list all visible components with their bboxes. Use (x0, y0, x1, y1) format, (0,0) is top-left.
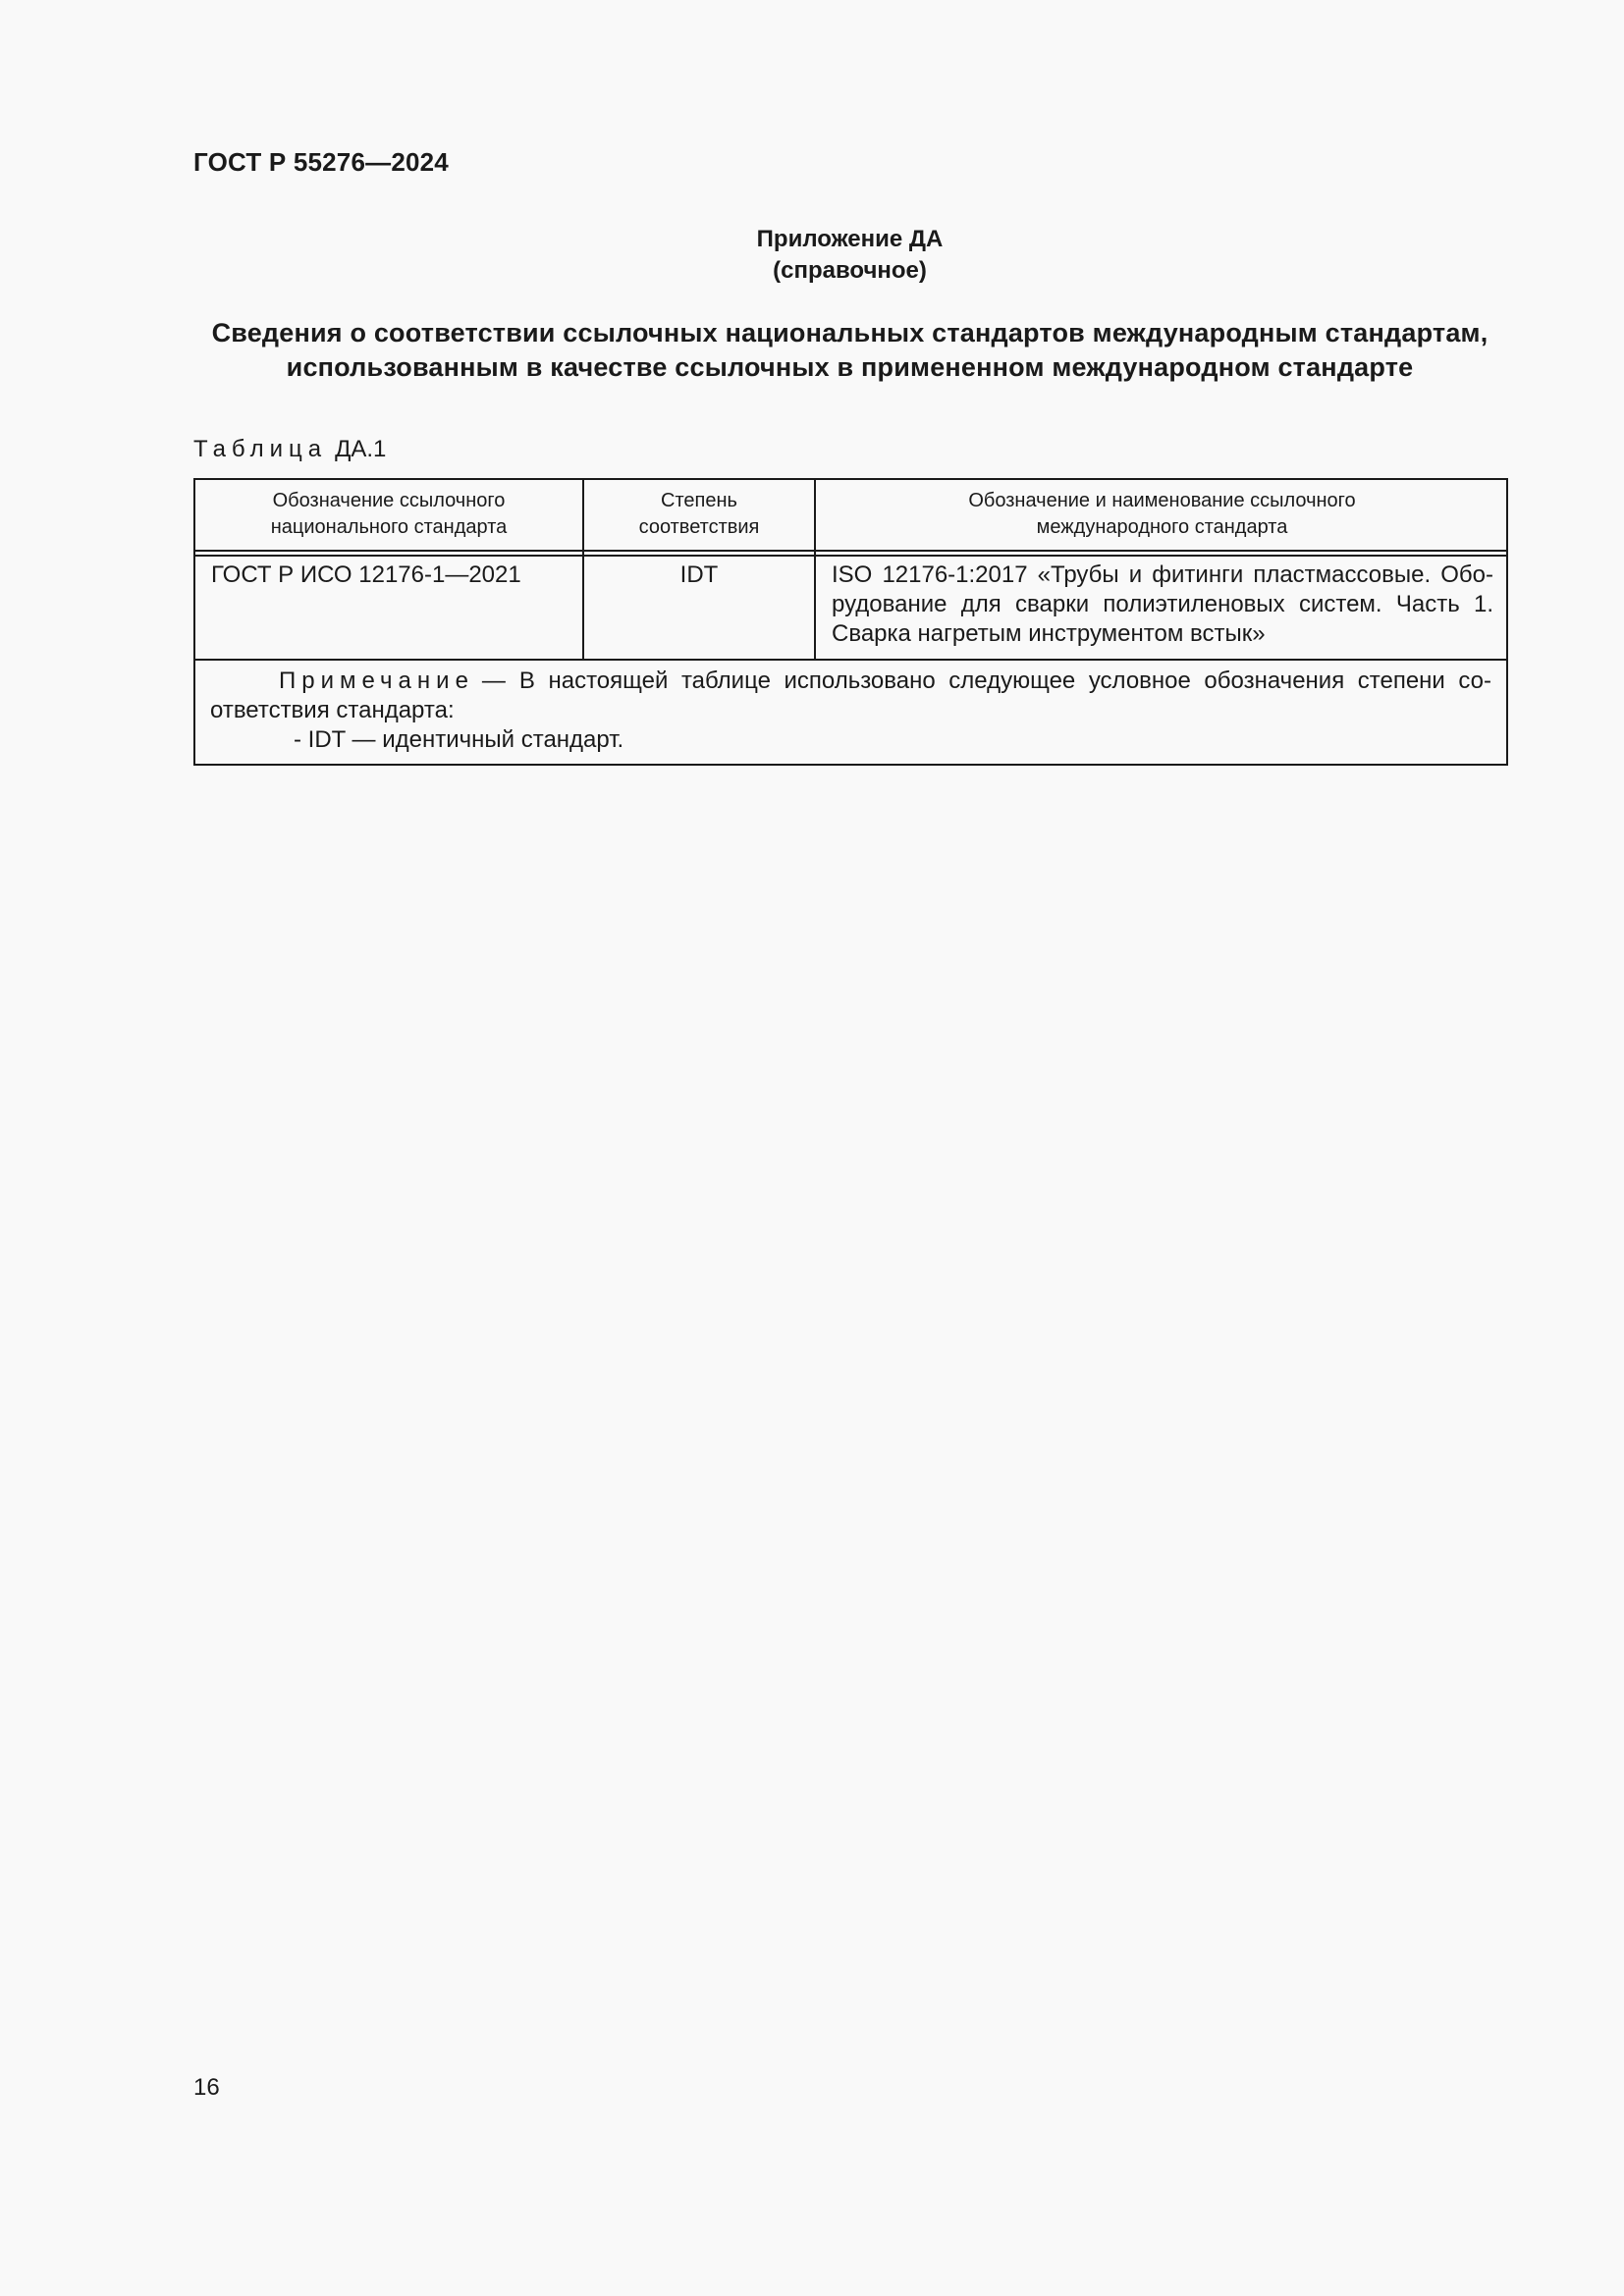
note-text-1: В настоящей таблице использовано следующее условное обозначения степени со- (518, 667, 1491, 694)
note-line-1 (210, 667, 1491, 696)
note-item-idt: - IDT — идентичный стандарт. (294, 726, 624, 753)
appendix-heading (187, 316, 1513, 385)
header-degree (584, 488, 814, 541)
cell-international-standard (832, 561, 1493, 649)
note-label: Примечание (279, 667, 474, 694)
heading-line-1: Сведения о соответствии ссылочных национальных стандартов международным стандартам, (211, 318, 1489, 347)
table-caption-word: Таблица (193, 436, 328, 462)
table-note (210, 667, 1491, 755)
page-number: 16 (193, 2074, 220, 2101)
cell-international-line-1: ISO 12176-1:2017 «Трубы и фитинги пластмассовые. Обо- (832, 561, 1493, 588)
cell-national-standard: ГОСТ Р ИСО 12176-1—2021 (211, 561, 521, 588)
reference-table (193, 478, 1508, 766)
note-separator (195, 659, 1506, 661)
heading-line-2: использованным в качестве ссылочных в примененном международном стандарте (286, 352, 1414, 382)
cell-international-line-3: Сварка нагретым инструментом встык» (832, 620, 1266, 647)
header-national-line-2: национального стандарта (270, 516, 508, 538)
header-international-line-1: Обозначение и наименование ссылочного (968, 490, 1356, 511)
header-international-line-2: международного стандарта (1036, 516, 1288, 538)
appendix-title: Приложение ДА (756, 226, 944, 252)
header-national-standard (195, 488, 582, 541)
header-degree-line-2: соответствия (638, 516, 760, 538)
note-dash: — (481, 667, 506, 694)
table-caption (193, 436, 386, 463)
table-caption-number: ДА.1 (335, 436, 387, 462)
header-rule-bottom (195, 555, 1506, 557)
cell-degree: IDT (679, 561, 719, 588)
document-code: ГОСТ Р 55276—2024 (193, 147, 449, 177)
note-line-2: ответствия стандарта: (210, 697, 455, 723)
header-international-standard (816, 488, 1508, 541)
cell-international-line-2: рудование для сварки полиэтиленовых систем. Часть 1. (832, 591, 1493, 617)
header-degree-line-1: Степень (661, 490, 737, 511)
appendix-status: (справочное) (773, 257, 927, 284)
header-national-line-1: Обозначение ссылочного (272, 490, 506, 511)
header-rule-top (195, 550, 1506, 552)
